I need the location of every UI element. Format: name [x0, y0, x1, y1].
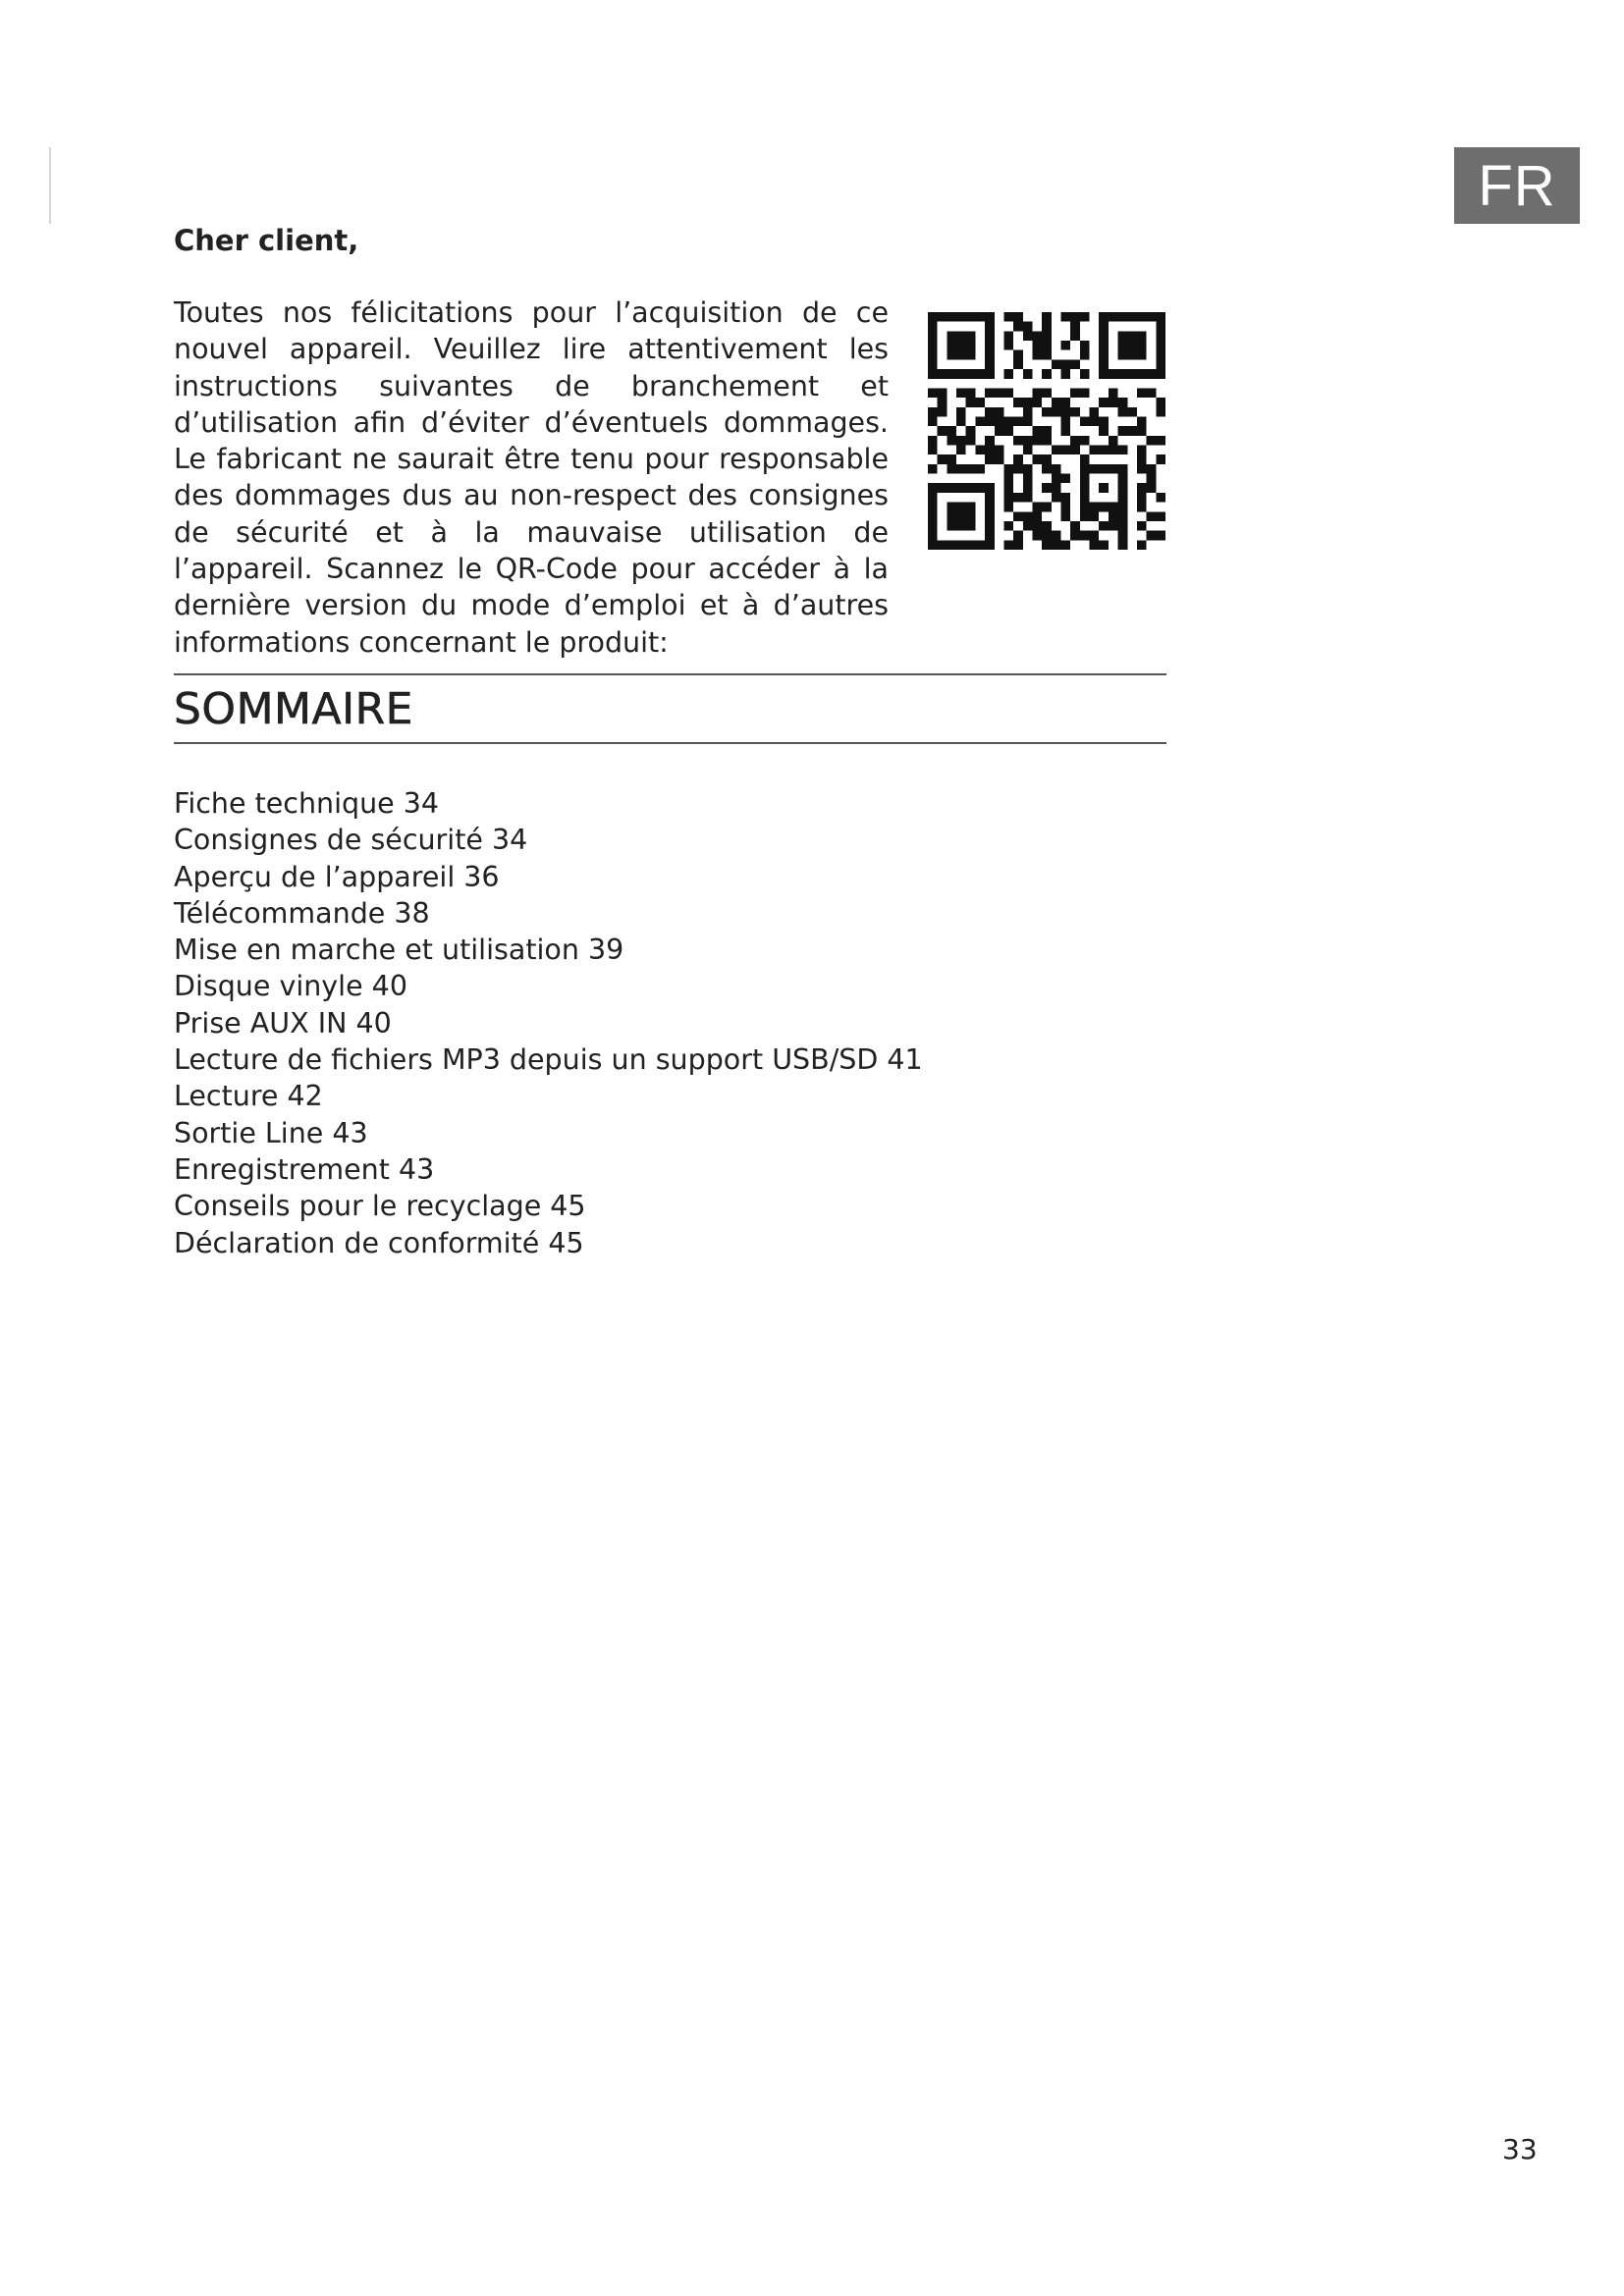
toc-item[interactable]: Conseils pour le recyclage 45 — [174, 1190, 586, 1223]
toc-item[interactable]: Enregistrement 43 — [174, 1152, 435, 1186]
language-tab: FR — [1454, 147, 1580, 224]
toc-item[interactable]: Lecture 42 — [174, 1080, 323, 1113]
toc-title: SOMMAIRE — [174, 684, 413, 734]
toc-item[interactable]: Lecture de fichiers MP3 depuis un support USB/SD 41 — [174, 1043, 923, 1077]
page-number: 33 — [1502, 2133, 1538, 2165]
toc-item[interactable]: Télécommande 38 — [174, 896, 430, 930]
toc-item[interactable]: Prise AUX IN 40 — [174, 1006, 392, 1040]
toc-top-rule — [174, 673, 1166, 675]
toc-item[interactable]: Disque vinyle 40 — [174, 970, 407, 1003]
toc-item[interactable]: Fiche technique 34 — [174, 787, 439, 820]
toc-item[interactable]: Consignes de sécurité 34 — [174, 824, 528, 857]
toc-item[interactable]: Sortie Line 43 — [174, 1116, 368, 1149]
page-edge-marker — [49, 147, 51, 224]
greeting: Cher client, — [174, 224, 359, 257]
toc-bottom-rule — [174, 742, 1166, 744]
toc-item[interactable]: Mise en marche et utilisation 39 — [174, 934, 624, 967]
qr-code[interactable] — [928, 310, 1165, 552]
toc-item[interactable]: Aperçu de l’appareil 36 — [174, 860, 500, 893]
intro-paragraph: Toutes nos félicitations pour l’acquisition de ce nouvel appareil. Veuillez lire attentivement les instructions suivantes de branchement et d’utilisation afin d’éviter d’éventuels dommages. Le fabricant ne saurait être tenu pour responsable des dommages dus au non-respect des consignes de sécurité et à la mauvaise utilisation de l’appareil. Scannez le QR-Code pour accéder à la dernière version du mode d’emploi et à d’autres informations concernant le produit: — [174, 296, 889, 659]
toc-list — [174, 785, 923, 1261]
toc-item[interactable]: Déclaration de conformité 45 — [174, 1226, 584, 1259]
